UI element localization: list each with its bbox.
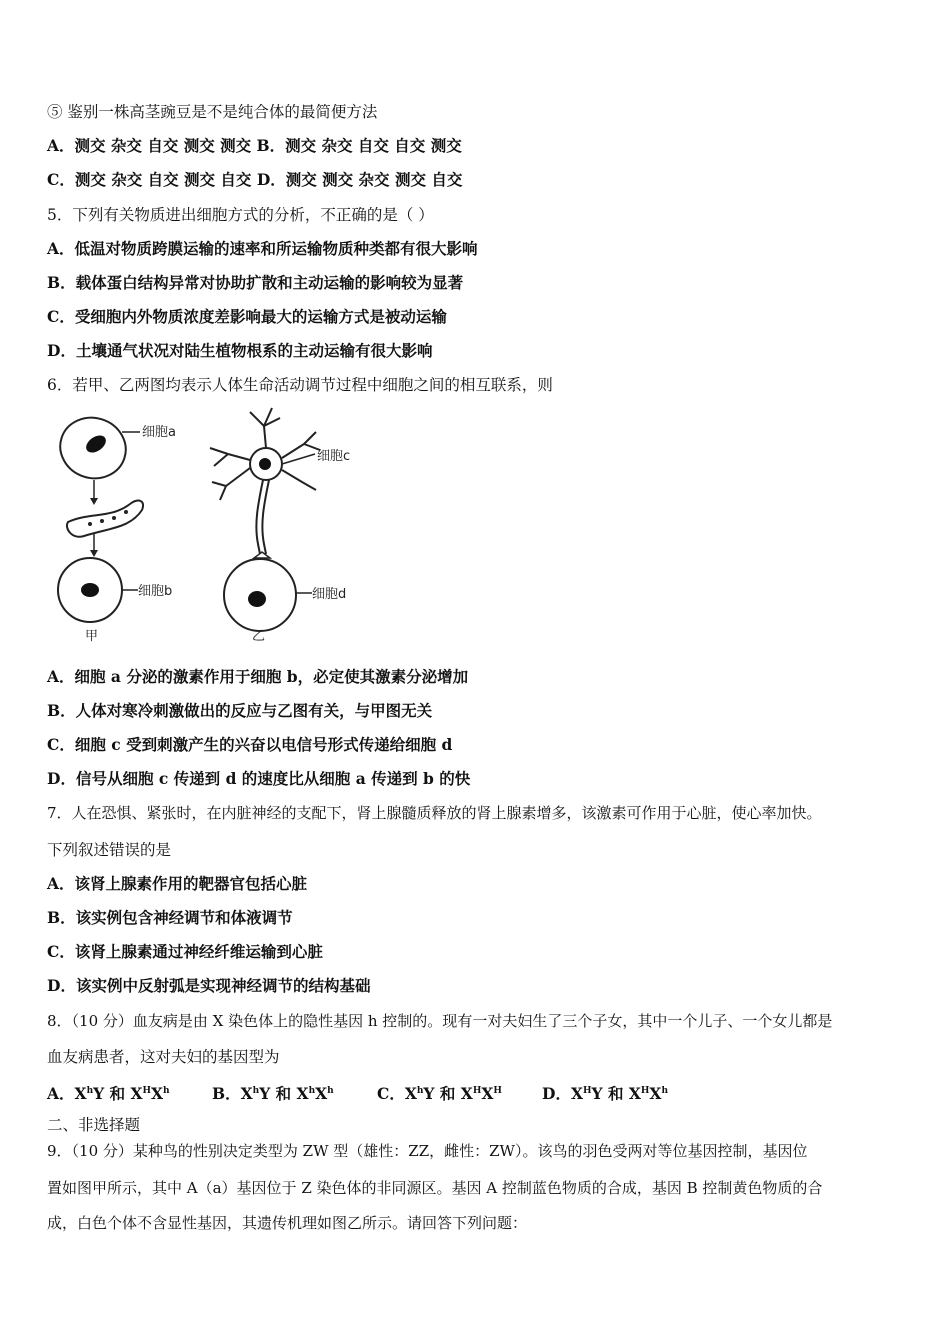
q4-options-ab: A．测交 杂交 自交 测交 测交 B．测交 杂交 自交 自交 测交: [47, 136, 462, 155]
q6-option-a: A．细胞 a 分泌的激素作用于细胞 b，必定使其激素分泌增加: [47, 667, 469, 686]
q8-stem-line1: 8．（10 分）血友病是由 X 染色体上的隐性基因 h 控制的。现有一对夫妇生了三个子女，其中一个儿子、一个女儿都是: [47, 1012, 833, 1030]
q5-option-c: C．受细胞内外物质浓度差影响最大的运输方式是被动运输: [47, 307, 447, 326]
q6-option-d: D．信号从细胞 c 传递到 d 的速度比从细胞 a 传递到 b 的快: [47, 769, 471, 788]
q8-option-a: A．$X^hY$ 和 $X^HX^h$: [47, 1084, 170, 1103]
q5-option-a: A．低温对物质跨膜运输的速率和所运输物质种类都有很大影响: [47, 239, 478, 258]
q5-option-d: D．土壤通气状况对陆生植物根系的主动运输有很大影响: [47, 341, 433, 360]
label-cell-b: 细胞b: [138, 584, 173, 599]
q8-stem-line2: 血友病患者，这对夫妇的基因型为: [47, 1048, 280, 1066]
q7-option-a: A．该肾上腺素作用的靶器官包括心脏: [47, 874, 308, 893]
q7-option-c: C．该肾上腺素通过神经纤维运输到心脏: [47, 942, 323, 961]
q5-stem: 5．下列有关物质进出细胞方式的分析，不正确的是（ ）: [47, 206, 434, 224]
q9-line2: 置如图甲所示，其中 A（a）基因位于 Z 染色体的非同源区。基因 A 控制蓝色物质的合成，基因 B 控制黄色物质的合: [47, 1179, 823, 1197]
label-cell-d: 细胞d: [312, 587, 347, 602]
caption-yi: 乙: [252, 629, 266, 644]
q7-option-b: B．该实例包含神经调节和体液调节: [47, 908, 293, 927]
q8-option-c: C．$X^hY$ 和 $X^HX^H$: [377, 1084, 502, 1103]
section-heading: 二、非选择题: [47, 1116, 141, 1134]
q6-cell-diagram: [50, 404, 380, 644]
caption-jia: 甲: [85, 629, 99, 644]
label-cell-a: 细胞a: [142, 425, 176, 440]
label-cell-c: 细胞c: [317, 449, 351, 464]
q7-option-d: D．该实例中反射弧是实现神经调节的结构基础: [47, 976, 371, 995]
q7-stem-line1: 7．人在恐惧、紧张时，在内脏神经的支配下，肾上腺髓质释放的肾上腺素增多，该激素可作用于心脏，使心率加快。: [47, 804, 822, 822]
q6-option-b: B．人体对寒冷刺激做出的反应与乙图有关，与甲图无关: [47, 701, 433, 720]
q9-line1: 9．（10 分）某种鸟的性别决定类型为 ZW 型（雄性：ZZ，雌性：ZW）。该鸟的羽色受两对等位基因控制，基因位: [47, 1142, 808, 1160]
q5-option-b: B．载体蛋白结构异常对协助扩散和主动运输的影响较为显著: [47, 273, 464, 292]
q7-stem-line2: 下列叙述错误的是: [47, 841, 172, 859]
q6-option-c: C．细胞 c 受到刺激产生的兴奋以电信号形式传递给细胞 d: [47, 735, 453, 754]
q9-line3: 成，白色个体不含显性基因，其遗传机理如图乙所示。请回答下列问题：: [47, 1214, 528, 1232]
q8-option-b: B．$X^hY$ 和 $X^hX^h$: [212, 1084, 334, 1103]
q6-stem: 6．若甲、乙两图均表示人体生命活动调节过程中细胞之间的相互联系，则: [47, 376, 553, 394]
q4-item-5: ⑤ 鉴别一株高茎豌豆是不是纯合体的最简便方法: [47, 103, 378, 121]
q8-option-d: D．$X^HY$ 和 $X^HX^h$: [542, 1084, 668, 1103]
q4-options-cd: C．测交 杂交 自交 测交 自交 D．测交 测交 杂交 测交 自交: [47, 170, 463, 189]
